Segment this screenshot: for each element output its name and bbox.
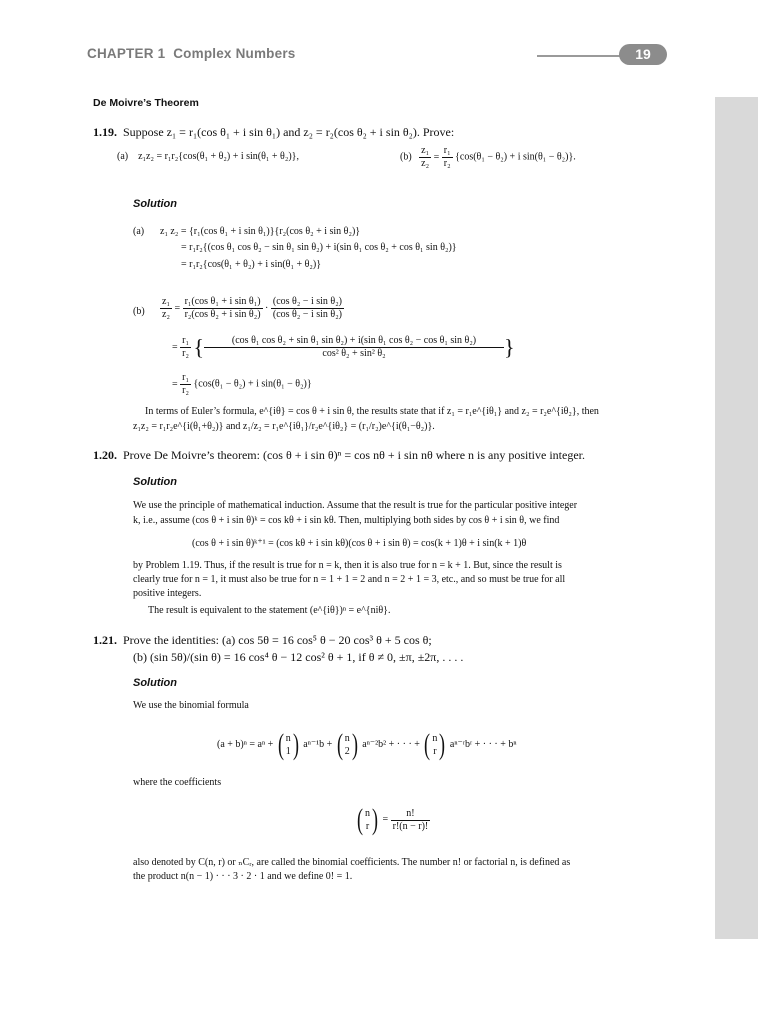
problem-1-21-statement: 1.21. Prove the identities: (a) cos 5θ = 16 cos⁵ θ − 20 cos³ θ + 5 cos θ; xyxy=(93,633,432,647)
solution-heading: Solution xyxy=(133,476,177,488)
binomial-coefficient-definition: ( n r) = $\frac{n!}{r!(n - r)!}$ xyxy=(357,802,429,836)
solution-b-line-2: = $\frac{\text{r₁}}{\text{r₂}}$ { (cos θ₁ cos θ₂ + sin θ₁ sin θ₂) + i(sin θ₁ cos θ₂ − cos θ₁ sin θ₂) cos² θ₂ + sin² θ₂ } xyxy=(172,334,515,360)
paragraph-line: positive integers. xyxy=(133,588,202,599)
euler-remark-line-1: In terms of Euler’s formula, e^{iθ} = cos θ + i sin θ, the results state that if z₁ = r₁e^{iθ₁} and z₂ = r₂e^{iθ₂}, then xyxy=(145,406,599,417)
paragraph-line: We use the principle of mathematical induction. Assume that the result is true for the particular positive integer xyxy=(133,500,578,511)
paragraph-line: The result is equivalent to the statement (e^{iθ})ⁿ = e^{niθ}. xyxy=(148,605,391,616)
solution-heading: Solution xyxy=(133,677,177,689)
margin-band xyxy=(715,97,758,939)
solution-a-label: (a) xyxy=(133,226,145,237)
solution-b-line-3: = $\frac{\text{r₁}}{\text{r₂}}$ {cos(θ₁ − θ₂) + i sin(θ₁ − θ₂)} xyxy=(172,372,312,396)
page-number-badge: 19 xyxy=(619,44,667,65)
chapter-heading: CHAPTER 1 Complex Numbers xyxy=(87,46,296,61)
problem-1-20-statement: 1.20. Prove De Moivre’s theorem: (cos θ + i sin θ)ⁿ = cos nθ + i sin nθ where n is any positive integer. xyxy=(93,448,585,462)
paragraph-line: clearly true for n = 1, it must also be true for n = 1 + 1 = 2 and n = 2 + 1 = 3, etc., and so must be true for all xyxy=(133,574,566,585)
solution-b-label: (b) xyxy=(133,306,145,317)
problem-1-19-part-b: (b) $\frac{\text{z₁}}{\text{z₂}}$ = $\frac{\text{r₁}}{\text{r₂}}$ {cos(θ₁ − θ₂) + i sin(θ₁ − θ₂)}. xyxy=(400,145,576,169)
paragraph-line: where the coefficients xyxy=(133,777,222,788)
euler-remark-line-2: z₁z₂ = r₁r₂e^{i(θ₁+θ₂)} and z₁/z₂ = r₁e^{iθ₁}/r₂e^{iθ₂} = (r₁/r₂)e^{i(θ₁−θ₂)}. xyxy=(133,421,435,432)
paragraph-line: We use the binomial formula xyxy=(133,700,249,711)
binomial-formula: (a + b)ⁿ = aⁿ + ( n 1) aⁿ⁻¹b + ( n 2) aⁿ⁻²b² + · · · + ( n r) aⁿ⁻ʳbʳ + · · · + bⁿ xyxy=(217,727,517,761)
solution-a-line-1: z₁ z₂ = {r₁(cos θ₁ + i sin θ₁)}{r₂(cos θ₂ + i sin θ₂)} xyxy=(160,226,361,237)
header-rule xyxy=(537,55,627,57)
solution-b-line-1: $\frac{\text{z₁}}{\text{z₂}}$ = $\frac{\text{r₁(cos θ₁ + i sin θ₁)}}{\text{r₂(cos θ₂ + i sin θ₂)}}$ · $\frac{\text{(cos θ₂ − i sin θ₂)}}{\text{(cos θ₂ − i sin θ₂)}}$ xyxy=(162,296,343,320)
problem-1-19-statement: 1.19. Suppose z₁ = r₁(cos θ₁ + i sin θ₁) and z₂ = r₂(cos θ₂ + i sin θ₂). Prove: xyxy=(93,125,455,139)
solution-heading: Solution xyxy=(133,198,177,210)
solution-a-line-2: = r₁r₂{(cos θ₁ cos θ₂ − sin θ₁ sin θ₂) + i(sin θ₁ cos θ₂ + cos θ₁ sin θ₂)} xyxy=(181,242,457,253)
running-header xyxy=(87,44,669,66)
induction-equation: (cos θ + i sin θ)ᵏ⁺¹ = (cos kθ + i sin kθ)(cos θ + i sin θ) = cos(k + 1)θ + i sin(k + 1)θ xyxy=(192,538,527,549)
section-title: De Moivre’s Theorem xyxy=(93,97,199,109)
problem-1-19-part-a: (a) z₁z₂ = r₁r₂{cos(θ₁ + θ₂) + i sin(θ₁ + θ₂)}, xyxy=(117,151,299,162)
solution-a-line-3: = r₁r₂{cos(θ₁ + θ₂) + i sin(θ₁ + θ₂)} xyxy=(181,259,321,270)
paragraph-line: also denoted by C(n, r) or ₙCᵣ, are called the binomial coefficients. The number n! or factorial n, is defined as xyxy=(133,857,571,868)
paragraph-line: the product n(n − 1) · · · 3 · 2 · 1 and we define 0! = 1. xyxy=(133,871,353,882)
paragraph-line: by Problem 1.19. Thus, if the result is true for n = k, then it is also true for n = k + 1. But, since the result is xyxy=(133,560,562,571)
paragraph-line: k, i.e., assume (cos θ + i sin θ)ᵏ = cos kθ + i sin kθ. Then, multiplying both sides by cos θ + i sin θ, we find xyxy=(133,515,560,526)
problem-1-21-statement-b: (b) (sin 5θ)/(sin θ) = 16 cos⁴ θ − 12 cos² θ + 1, if θ ≠ 0, ±π, ±2π, . . . . xyxy=(133,650,464,664)
